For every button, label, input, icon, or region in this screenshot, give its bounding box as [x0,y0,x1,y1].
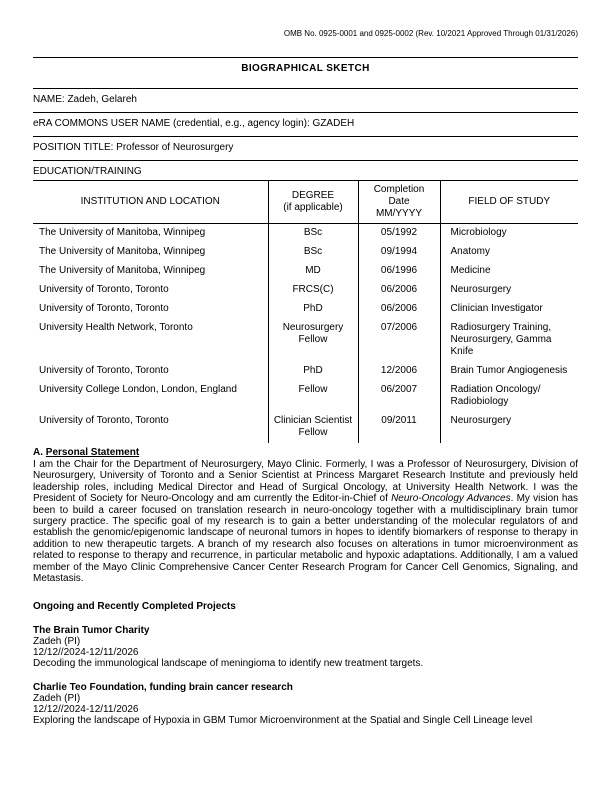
cell-completion: 07/2006 [358,319,440,362]
project-dates: 12/12//2024-12/11/2026 [33,647,139,659]
cell-field: Microbiology [440,224,578,244]
personal-statement-text-1: I am the Chair for the Department of Neurosurgery, Mayo Clinic. Formerly, I was a Professor of Neurosurgery, Division of Neurosurgery, University of Toronto and a Senior Scientist at Princess Margaret Research Institute and previously held leadership roles, including Medical Director and Head of Surgical Oncology, at University Health Network. I was the President of Society for Neuro-Oncology and am currently the Editor-in-Chief of [33,459,578,505]
cell-institution: The University of Manitoba, Winnipeg [39,265,206,276]
table-row [33,362,578,381]
table-row [33,412,578,443]
project-description: Exploring the landscape of Hypoxia in GBM Tumor Microenvironment at the Spatial and Single Cell Lineage level [33,715,533,727]
cell-degree: MD [268,262,358,281]
project-description: Decoding the immunological landscape of meningioma to identify new treatment targets. [33,658,424,670]
cell-field: Neurosurgery [440,412,578,443]
cell-institution: University of Toronto, Toronto [39,415,169,426]
cell-completion: 06/2006 [358,300,440,319]
cell-institution: University of Toronto, Toronto [39,365,169,376]
page-content [33,0,578,726]
table-row [33,224,578,244]
cell-field: Anatomy [440,243,578,262]
col-header-completion-line2: Date [388,196,410,207]
section-a-heading [33,447,578,458]
table-row [33,281,578,300]
cell-degree: Neurosurgery Fellow [268,319,358,362]
cell-completion: 06/1996 [358,262,440,281]
cell-degree: Fellow [268,381,358,412]
journal-name-italic: Neuro-Oncology Advances [391,493,511,505]
cell-institution: University of Toronto, Toronto [39,284,169,295]
section-a-title: Personal Statement [45,447,140,458]
personal-statement-paragraph [33,459,578,584]
omb-approval-line: OMB No. 0925-0001 and 0925-0002 (Rev. 10/2021 Approved Through 01/31/2026) [283,29,578,38]
education-table-header-row [33,181,578,224]
col-header-degree-line2: (if applicable) [283,202,343,213]
projects-heading: Ongoing and Recently Completed Projects [33,601,236,613]
cell-institution: The University of Manitoba, Winnipeg [39,246,206,257]
cell-completion: 05/1992 [358,224,440,244]
col-header-completion-line1: Completion [373,184,425,195]
cell-completion: 06/2006 [358,281,440,300]
col-header-degree [268,181,358,224]
table-row [33,381,578,412]
cell-institution: University College London, London, England [39,384,237,395]
cell-field: Radiosurgery Training, Neurosurgery, Gamma Knife [440,319,578,362]
cell-field: Radiation Oncology/ Radiobiology [440,381,578,412]
table-row [33,300,578,319]
project-item [33,682,578,726]
table-row [33,243,578,262]
cell-field: Neurosurgery [440,281,578,300]
table-row [33,319,578,362]
project-title: The Brain Tumor Charity [33,625,150,637]
cell-completion: 06/2007 [358,381,440,412]
page-title: BIOGRAPHICAL SKETCH [241,63,370,74]
cell-completion: 09/1994 [358,243,440,262]
cell-degree: BSc [268,243,358,262]
field-era-commons: eRA COMMONS USER NAME (credential, e.g., agency login): GZADEH [33,113,578,137]
col-header-completion [358,181,440,224]
education-table [33,180,578,443]
cell-institution: University of Toronto, Toronto [39,303,169,314]
cell-field: Brain Tumor Angiogenesis [440,362,578,381]
project-title: Charlie Teo Foundation, funding brain cancer research [33,682,293,694]
field-name: NAME: Zadeh, Gelareh [33,89,578,113]
cell-institution: University Health Network, Toronto [39,322,193,333]
field-position-title: POSITION TITLE: Professor of Neurosurgery [33,137,578,161]
cell-degree: PhD [268,300,358,319]
cell-field: Medicine [440,262,578,281]
divider [33,57,578,58]
project-pi: Zadeh (PI) [33,636,81,648]
project-dates: 12/12//2024-12/11/2026 [33,704,139,716]
section-a-prefix: A. [33,447,46,458]
cell-degree: FRCS(C) [268,281,358,300]
cell-degree: Clinician Scientist Fellow [268,412,358,443]
cell-completion: 09/2011 [358,412,440,443]
cell-institution: The University of Manitoba, Winnipeg [39,227,206,238]
table-row [33,262,578,281]
project-pi: Zadeh (PI) [33,693,81,705]
cell-degree: BSc [268,224,358,244]
col-header-field: FIELD OF STUDY [440,181,578,224]
education-training-label: EDUCATION/TRAINING [33,166,142,177]
cell-degree: PhD [268,362,358,381]
col-header-completion-line3: MM/YYYY [375,208,423,219]
personal-statement-text-2: . My vision has been to build a career focused on translation research in neuro-oncology together with a multidisciplinary brain tumor surgery practice. The specific goal of my research is to gain a better understanding of the molecular regulators of and establish the genomic/epigenomic landscape of neuronal tumors in hopes to identify biomarkers of response to therapy in addition to new therapeutic targets. A branch of my research also focuses on alterations in tumor microenvironment as related to response to therapy and recurrence, in particular metabolic and hypoxic adaptations. Additionally, I am a valued member of the Mayo Clinic Comprehensive Cancer Center Research Program for Cancer Cell Genomics, Signaling, and Metastasis. [33,493,579,585]
col-header-degree-line1: DEGREE [291,190,335,201]
cell-field: Clinician Investigator [440,300,578,319]
project-item [33,625,578,669]
cell-completion: 12/2006 [358,362,440,381]
col-header-institution: INSTITUTION AND LOCATION [33,181,268,224]
